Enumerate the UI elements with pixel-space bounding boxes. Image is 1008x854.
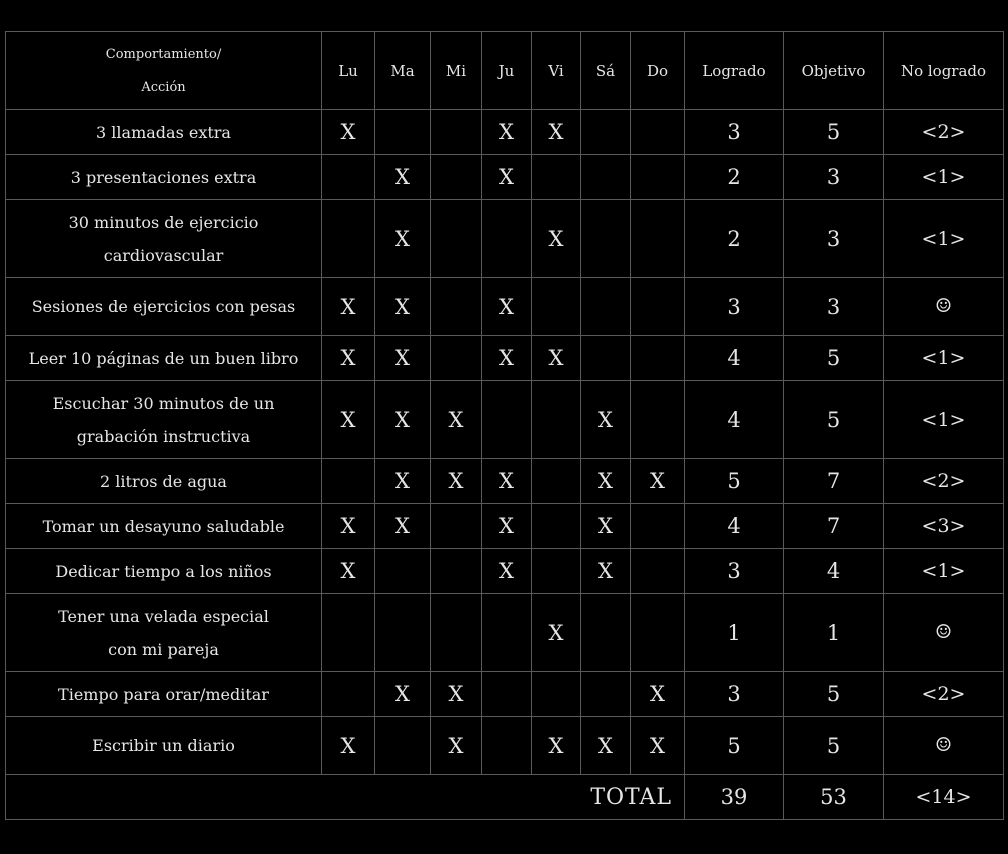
day-mark-cell: X xyxy=(375,381,431,459)
day-mark-cell xyxy=(482,381,532,459)
day-mark-cell xyxy=(631,549,685,594)
day-mark-cell xyxy=(482,200,532,278)
day-mark-cell: X xyxy=(322,336,375,381)
achieved-cell: 3 xyxy=(685,549,784,594)
day-mark-cell xyxy=(532,155,581,200)
header-day-vi: Vi xyxy=(532,32,581,110)
missed-cell: <3> xyxy=(884,504,1004,549)
missed-cell: <2> xyxy=(884,110,1004,155)
day-mark-cell xyxy=(532,381,581,459)
day-mark-cell xyxy=(631,110,685,155)
behavior-cell: 2 litros de agua xyxy=(6,459,322,504)
total-label: TOTAL xyxy=(6,775,685,820)
day-mark-cell xyxy=(375,549,431,594)
day-mark-cell: X xyxy=(581,504,631,549)
total-goal: 53 xyxy=(784,775,884,820)
day-mark-cell xyxy=(631,504,685,549)
day-mark-cell: X xyxy=(322,278,375,336)
header-day-sa: Sá xyxy=(581,32,631,110)
day-mark-cell: X xyxy=(532,717,581,775)
day-mark-cell xyxy=(322,459,375,504)
day-mark-cell: X xyxy=(482,549,532,594)
header-day-ju: Ju xyxy=(482,32,532,110)
day-mark-cell: X xyxy=(631,459,685,504)
achieved-cell: 3 xyxy=(685,278,784,336)
day-mark-cell: X xyxy=(631,717,685,775)
behavior-cell: Tomar un desayuno saludable xyxy=(6,504,322,549)
missed-cell: <1> xyxy=(884,381,1004,459)
day-mark-cell xyxy=(431,200,482,278)
table-row xyxy=(6,278,1004,336)
header-goal: Objetivo xyxy=(784,32,884,110)
goal-cell: 3 xyxy=(784,200,884,278)
day-mark-cell: X xyxy=(375,200,431,278)
goal-cell: 4 xyxy=(784,549,884,594)
day-mark-cell: X xyxy=(375,504,431,549)
day-mark-cell: X xyxy=(581,459,631,504)
table-row xyxy=(6,381,1004,459)
day-mark-cell xyxy=(631,336,685,381)
day-mark-cell xyxy=(631,200,685,278)
day-mark-cell xyxy=(431,110,482,155)
day-mark-cell: X xyxy=(532,110,581,155)
table-row xyxy=(6,110,1004,155)
behavior-cell: 3 llamadas extra xyxy=(6,110,322,155)
missed-cell: <1> xyxy=(884,200,1004,278)
day-mark-cell xyxy=(532,549,581,594)
day-mark-cell: X xyxy=(482,504,532,549)
day-mark-cell: X xyxy=(631,672,685,717)
habit-tracker-table xyxy=(5,31,1004,820)
achieved-cell: 2 xyxy=(685,200,784,278)
day-mark-cell: X xyxy=(322,381,375,459)
header-row xyxy=(6,32,1004,110)
day-mark-cell: X xyxy=(431,381,482,459)
goal-cell: 5 xyxy=(784,336,884,381)
day-mark-cell xyxy=(482,672,532,717)
day-mark-cell xyxy=(631,594,685,672)
day-mark-cell: X xyxy=(431,717,482,775)
achieved-cell: 2 xyxy=(685,155,784,200)
smiley-icon-cell: ☺ xyxy=(884,278,1004,336)
achieved-cell: 4 xyxy=(685,381,784,459)
table-row xyxy=(6,459,1004,504)
behavior-cell: Leer 10 páginas de un buen libro xyxy=(6,336,322,381)
table-row xyxy=(6,594,1004,672)
table-row xyxy=(6,549,1004,594)
goal-cell: 7 xyxy=(784,459,884,504)
day-mark-cell xyxy=(581,155,631,200)
day-mark-cell: X xyxy=(322,717,375,775)
day-mark-cell xyxy=(322,594,375,672)
table-row xyxy=(6,672,1004,717)
day-mark-cell: X xyxy=(482,278,532,336)
goal-cell: 1 xyxy=(784,594,884,672)
behavior-cell: Tener una velada especial con mi pareja xyxy=(6,594,322,672)
table-row xyxy=(6,504,1004,549)
table-row xyxy=(6,155,1004,200)
day-mark-cell xyxy=(431,594,482,672)
day-mark-cell: X xyxy=(375,672,431,717)
behavior-cell: Dedicar tiempo a los niños xyxy=(6,549,322,594)
goal-cell: 3 xyxy=(784,155,884,200)
missed-cell: <1> xyxy=(884,549,1004,594)
missed-cell: <2> xyxy=(884,459,1004,504)
day-mark-cell xyxy=(482,717,532,775)
goal-cell: 3 xyxy=(784,278,884,336)
behavior-cell: Escribir un diario xyxy=(6,717,322,775)
day-mark-cell: X xyxy=(482,459,532,504)
day-mark-cell xyxy=(322,672,375,717)
day-mark-cell: X xyxy=(482,336,532,381)
day-mark-cell: X xyxy=(581,717,631,775)
achieved-cell: 5 xyxy=(685,459,784,504)
day-mark-cell: X xyxy=(581,549,631,594)
day-mark-cell: X xyxy=(375,278,431,336)
achieved-cell: 3 xyxy=(685,672,784,717)
total-missed: <14> xyxy=(884,775,1004,820)
day-mark-cell: X xyxy=(482,110,532,155)
table-row xyxy=(6,336,1004,381)
header-day-ma: Ma xyxy=(375,32,431,110)
header-behavior xyxy=(6,32,322,110)
behavior-cell: Escuchar 30 minutos de un grabación instructiva xyxy=(6,381,322,459)
behavior-cell: 3 presentaciones extra xyxy=(6,155,322,200)
header-day-do: Do xyxy=(631,32,685,110)
day-mark-cell: X xyxy=(532,200,581,278)
goal-cell: 5 xyxy=(784,672,884,717)
day-mark-cell xyxy=(532,504,581,549)
header-missed: No logrado xyxy=(884,32,1004,110)
day-mark-cell: X xyxy=(532,594,581,672)
missed-cell: <1> xyxy=(884,155,1004,200)
day-mark-cell xyxy=(375,717,431,775)
total-row xyxy=(6,775,1004,820)
day-mark-cell xyxy=(581,110,631,155)
day-mark-cell xyxy=(581,594,631,672)
day-mark-cell xyxy=(581,278,631,336)
day-mark-cell: X xyxy=(322,110,375,155)
day-mark-cell: X xyxy=(431,672,482,717)
day-mark-cell: X xyxy=(482,155,532,200)
achieved-cell: 4 xyxy=(685,504,784,549)
day-mark-cell xyxy=(482,594,532,672)
day-mark-cell xyxy=(322,155,375,200)
day-mark-cell: X xyxy=(581,381,631,459)
achieved-cell: 3 xyxy=(685,110,784,155)
day-mark-cell xyxy=(431,549,482,594)
day-mark-cell xyxy=(431,504,482,549)
total-achieved: 39 xyxy=(685,775,784,820)
day-mark-cell xyxy=(375,594,431,672)
day-mark-cell: X xyxy=(532,336,581,381)
achieved-cell: 5 xyxy=(685,717,784,775)
header-day-lu: Lu xyxy=(322,32,375,110)
smiley-icon-cell: ☺ xyxy=(884,594,1004,672)
table-body xyxy=(6,110,1004,775)
goal-cell: 5 xyxy=(784,381,884,459)
day-mark-cell: X xyxy=(431,459,482,504)
day-mark-cell xyxy=(581,672,631,717)
day-mark-cell xyxy=(431,278,482,336)
day-mark-cell xyxy=(375,110,431,155)
day-mark-cell: X xyxy=(322,504,375,549)
header-achieved: Logrado xyxy=(685,32,784,110)
behavior-cell: Tiempo para orar/meditar xyxy=(6,672,322,717)
day-mark-cell xyxy=(532,278,581,336)
day-mark-cell xyxy=(581,336,631,381)
behavior-cell: 30 minutos de ejercicio cardiovascular xyxy=(6,200,322,278)
behavior-cell: Sesiones de ejercicios con pesas xyxy=(6,278,322,336)
achieved-cell: 4 xyxy=(685,336,784,381)
day-mark-cell: X xyxy=(375,336,431,381)
goal-cell: 5 xyxy=(784,717,884,775)
header-behavior-label: Comportamiento/ Acción xyxy=(105,46,222,95)
day-mark-cell xyxy=(431,155,482,200)
header-day-mi: Mi xyxy=(431,32,482,110)
day-mark-cell: X xyxy=(375,155,431,200)
smiley-icon-cell: ☺ xyxy=(884,717,1004,775)
table-row xyxy=(6,717,1004,775)
day-mark-cell xyxy=(631,381,685,459)
day-mark-cell xyxy=(431,336,482,381)
goal-cell: 7 xyxy=(784,504,884,549)
day-mark-cell: X xyxy=(322,549,375,594)
day-mark-cell xyxy=(532,672,581,717)
day-mark-cell xyxy=(581,200,631,278)
achieved-cell: 1 xyxy=(685,594,784,672)
missed-cell: <1> xyxy=(884,336,1004,381)
day-mark-cell xyxy=(631,278,685,336)
day-mark-cell xyxy=(631,155,685,200)
missed-cell: <2> xyxy=(884,672,1004,717)
day-mark-cell: X xyxy=(375,459,431,504)
day-mark-cell xyxy=(532,459,581,504)
day-mark-cell xyxy=(322,200,375,278)
goal-cell: 5 xyxy=(784,110,884,155)
table-row xyxy=(6,200,1004,278)
